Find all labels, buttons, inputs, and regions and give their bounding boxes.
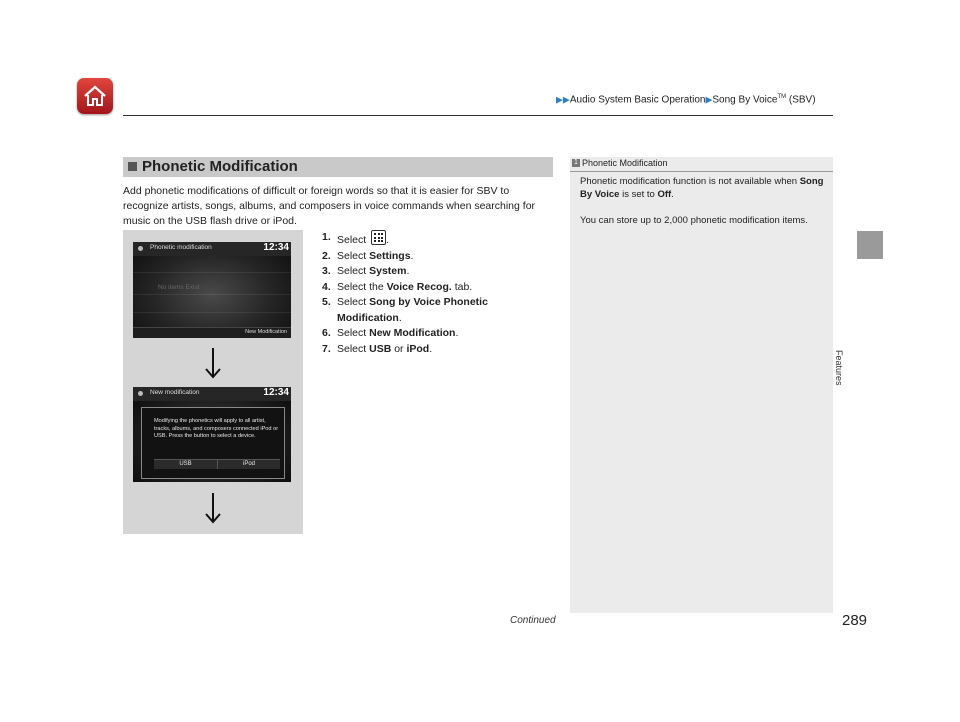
- step-item: [322, 264, 552, 280]
- step-text: Select the: [337, 280, 387, 293]
- step-punct: .: [455, 327, 459, 339]
- chapter-tab[interactable]: [857, 231, 883, 259]
- step-text: Select: [337, 234, 370, 246]
- header-divider: [123, 115, 833, 116]
- step-number: 6.: [322, 327, 331, 339]
- step-item: [322, 230, 552, 249]
- arrow-down-icon: [203, 347, 223, 379]
- note-title: Phonetic Modification: [582, 158, 668, 168]
- note-header: [570, 157, 833, 172]
- step-text: Select: [337, 342, 370, 355]
- continued-label: Continued: [510, 615, 556, 626]
- screen-button-bar: [133, 327, 291, 338]
- screen-title-bar: [133, 242, 291, 256]
- note-bold: Song By Voice: [580, 176, 824, 200]
- arrow-down-icon: [203, 492, 223, 524]
- step-target: Voice Recog.: [386, 280, 452, 293]
- section-heading: [123, 157, 553, 177]
- step-item: [322, 280, 552, 296]
- step-text: Select: [337, 249, 370, 262]
- step-text: Select: [337, 265, 370, 277]
- list-divider: [133, 312, 291, 313]
- step-number: 7.: [322, 342, 331, 355]
- step-punct: .: [386, 234, 390, 246]
- step-item: [322, 326, 552, 342]
- step-number: 4.: [322, 280, 331, 293]
- dialog-button-row: [154, 459, 280, 469]
- step-target: Settings: [369, 249, 411, 262]
- step-target: New Modification: [369, 327, 456, 339]
- usb-button[interactable]: USB: [179, 461, 192, 467]
- chapter-label: Features: [834, 350, 844, 386]
- screen-title-bar: [133, 387, 291, 401]
- breadcrumb-suffix: (SBV): [786, 94, 816, 106]
- step-punct: .: [410, 249, 414, 262]
- note-text: Phonetic modification function is not available when: [580, 176, 800, 187]
- screenshot-panel: [123, 230, 303, 534]
- list-divider: [133, 272, 291, 273]
- apps-menu-icon: [371, 230, 386, 245]
- back-icon: [138, 391, 143, 396]
- step-number: 3.: [322, 265, 331, 277]
- square-bullet-icon: [128, 162, 137, 171]
- step-text: Select: [337, 296, 370, 308]
- note-bold: Off: [657, 189, 672, 200]
- device-select-dialog: [141, 407, 285, 479]
- step-item: [322, 249, 552, 265]
- screen-title: Phonetic modification: [150, 244, 212, 251]
- step-target: System: [369, 265, 407, 277]
- note-body: [580, 175, 825, 240]
- note-number-badge: 1: [572, 159, 580, 167]
- intro-paragraph: Add phonetic modifications of difficult or foreign words so that it is easier for SBV to recognize artists, songs, albums, and composers in voice commands when searching for music on the USB flash drive or iPod.: [123, 185, 536, 227]
- breadcrumb-arrow-icon: ▶▶: [556, 94, 570, 105]
- step-punct: .: [398, 311, 402, 324]
- empty-list-text: No items Exist: [158, 284, 200, 291]
- step-target: iPod: [406, 342, 430, 355]
- note-paragraph: You can store up to 2,000 phonetic modification items.: [580, 215, 808, 226]
- dialog-message: Modifying the phonetics will apply to all artist, tracks, albums, and composers connected iPod or USB. Press the button to select a device.: [154, 418, 279, 439]
- note-paragraph: [580, 175, 825, 201]
- list-divider: [133, 294, 291, 295]
- home-icon: [82, 84, 108, 108]
- step-punct: tab.: [451, 280, 473, 293]
- home-button[interactable]: [77, 78, 113, 114]
- step-number: 2.: [322, 249, 331, 262]
- step-item: [322, 342, 552, 358]
- step-target: USB: [369, 342, 392, 355]
- section-title: Phonetic Modification: [142, 158, 298, 175]
- breadcrumb-page[interactable]: Song By Voice: [712, 94, 778, 106]
- breadcrumb: [556, 94, 816, 105]
- screen-title: New modification: [150, 389, 200, 396]
- step-text: Select: [337, 327, 370, 339]
- breadcrumb-arrow-icon: ▶: [705, 94, 713, 105]
- new-modification-screen: [133, 387, 291, 482]
- phonetic-modification-screen: [133, 242, 291, 338]
- clock: 12:34: [263, 387, 289, 398]
- step-number: 5.: [322, 296, 331, 308]
- breadcrumb-section[interactable]: Audio System Basic Operation: [569, 94, 706, 106]
- ipod-button[interactable]: iPod: [217, 460, 280, 469]
- note-text: .: [671, 189, 674, 200]
- trademark-mark: TM: [777, 94, 787, 100]
- clock: 12:34: [263, 242, 289, 253]
- step-target: Song by Voice Phonetic Modification: [337, 296, 488, 324]
- note-box: [570, 157, 833, 613]
- back-icon: [138, 246, 143, 251]
- step-punct: .: [406, 265, 410, 277]
- note-text: is set to: [619, 189, 658, 200]
- step-punct: .: [429, 342, 433, 355]
- step-item: [322, 295, 552, 326]
- step-text: or: [391, 342, 407, 355]
- page-number: 289: [842, 612, 868, 629]
- new-modification-button[interactable]: New Modification: [245, 329, 287, 335]
- step-list: [322, 230, 552, 357]
- step-number: 1.: [322, 231, 331, 243]
